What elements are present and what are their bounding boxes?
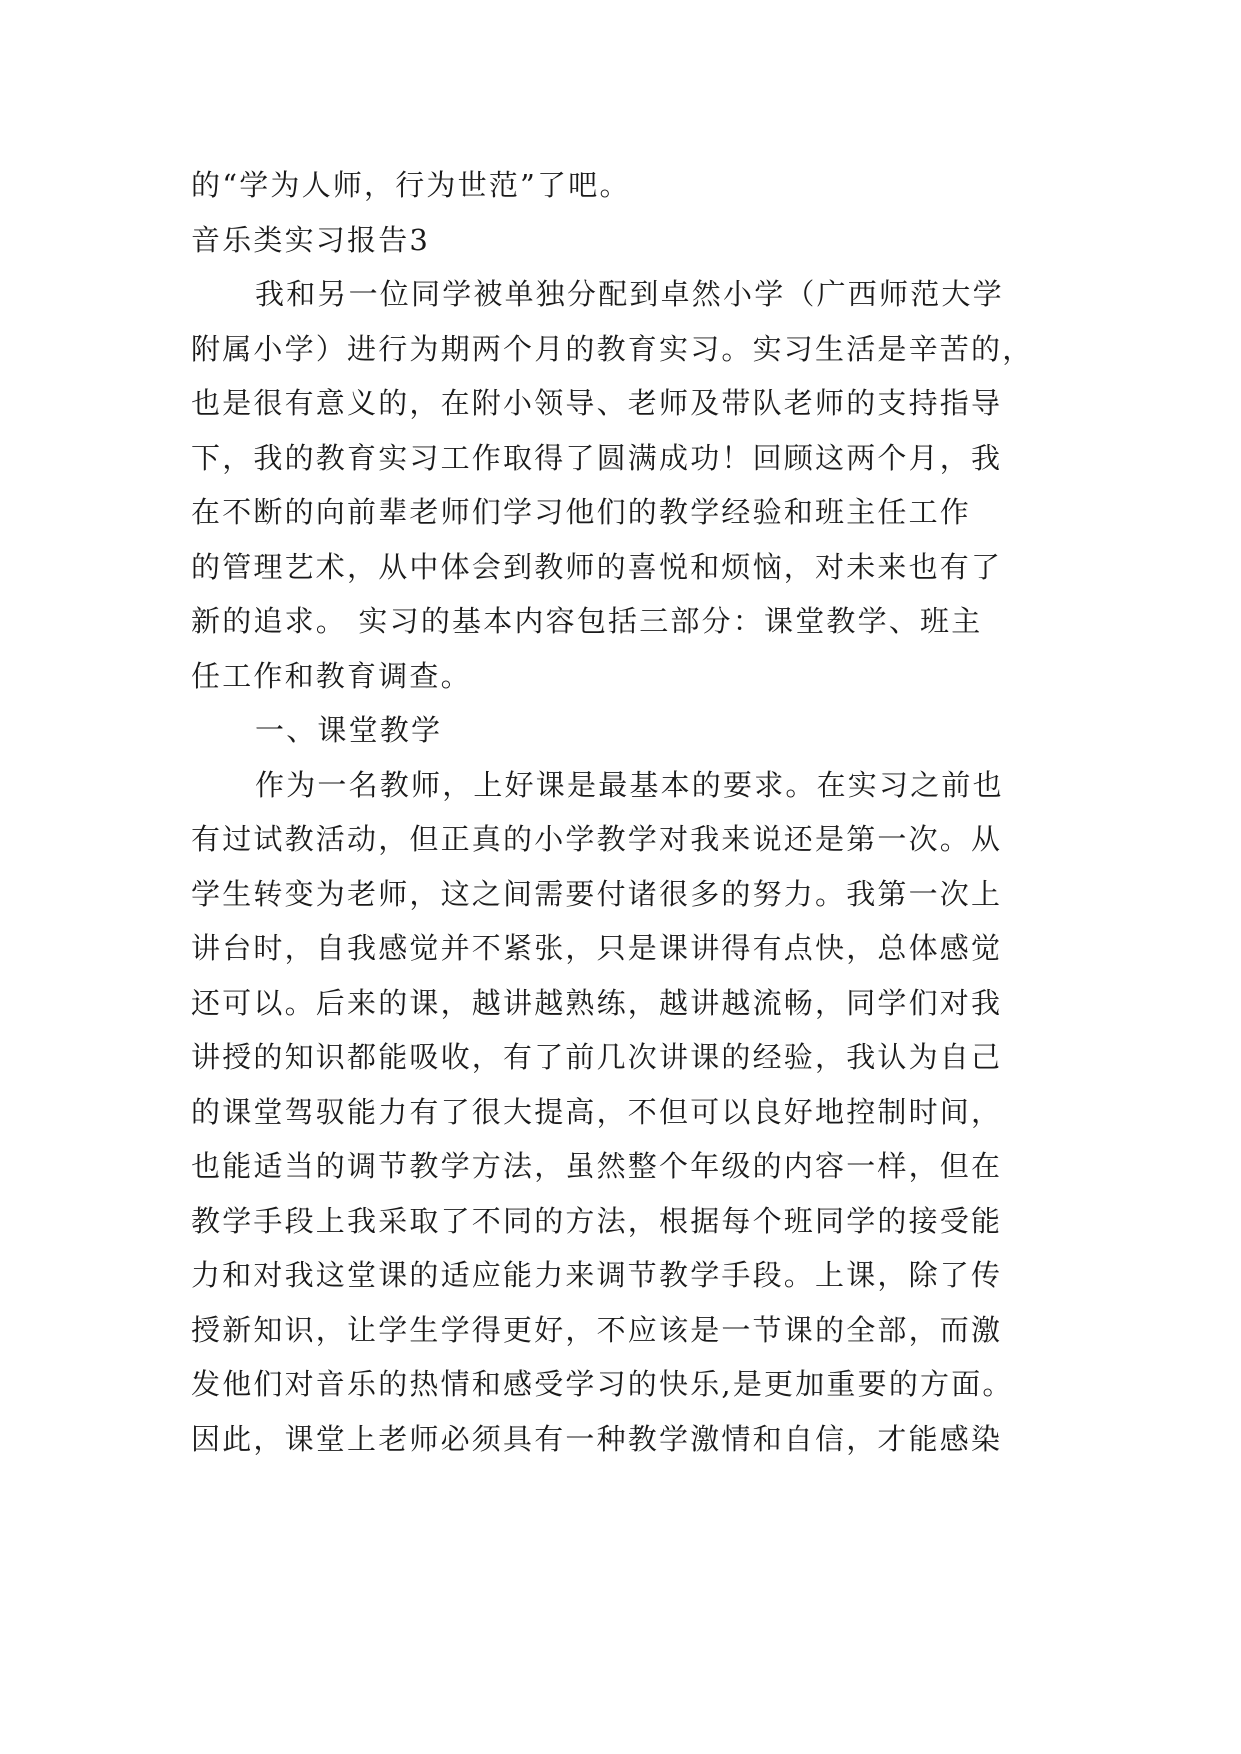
text-line: 的“学为人师，行为世范”了吧。 [191,168,631,202]
text-line: 我和另一位同学被单独分配到卓然小学（广西师范大学 [255,277,1004,311]
text-line: 授新知识，让学生学得更好，不应该是一节课的全部，而激 [191,1312,1003,1347]
text-line: 在不断的向前辈老师们学习他们的教学经验和班主任工作 [191,495,972,529]
subsection-heading: 一、课堂教学 [255,713,443,747]
text-line: 因此，课堂上老师必须具有一种教学激情和自信，才能感染 [191,1421,1003,1456]
text-line: 也是很有意义的，在附小领导、老师及带队老师的支持指导 [191,386,1003,420]
text-line: 下，我的教育实习工作取得了圆满成功！回顾这两个月，我 [191,440,1003,475]
text-line: 力和对我这堂课的适应能力来调节教学手段。上课，除了传 [191,1258,1003,1292]
text-line: 教学手段上我采取了不同的方法，根据每个班同学的接受能 [191,1203,1003,1238]
section-heading: 音乐类实习报告3 [191,222,431,257]
text-line: 还可以。后来的课，越讲越熟练，越讲越流畅，同学们对我 [191,985,1003,1020]
text-line: 也能适当的调节教学方法，虽然整个年级的内容一样，但在 [191,1149,1003,1183]
text-line: 讲台时，自我感觉并不紧张，只是课讲得有点快，总体感觉 [191,931,1003,965]
text-line: 的课堂驾驭能力有了很大提高，不但可以良好地控制时间， [191,1094,1003,1129]
text-line: 附属小学）进行为期两个月的教育实习。实习生活是辛苦的， [191,331,1034,366]
document-body [191,158,1051,1466]
text-line: 任工作和教育调查。 [191,658,472,693]
text-line: 有过试教活动，但正真的小学教学对我来说还是第一次。从 [191,822,1003,856]
text-line: 新的追求。 实习的基本内容包括三部分：课堂教学、班主 [191,604,983,638]
text-line: 的管理艺术，从中体会到教师的喜悦和烦恼，对未来也有了 [191,549,1003,584]
text-line: 讲授的知识都能吸收，有了前几次讲课的经验，我认为自己 [191,1040,1003,1074]
text-line: 学生转变为老师，这之间需要付诸很多的努力。我第一次上 [191,876,1003,911]
text-line: 作为一名教师，上好课是最基本的要求。在实习之前也 [255,767,1004,802]
text-line: 发他们对音乐的热情和感受学习的快乐,是更加重要的方面。 [191,1367,1014,1401]
